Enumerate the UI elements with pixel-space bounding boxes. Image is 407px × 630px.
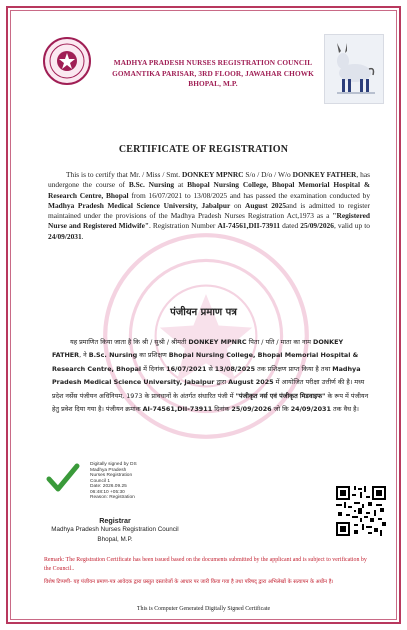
council-name: MADHYA PRADESH NURSES REGISTRATION COUNCIL: [113, 58, 313, 67]
registrar-org: Madhya Pradesh Nurses Registration Council: [51, 526, 179, 533]
university-name: Madhya Pradesh Medical Science University, Jabalpur: [48, 200, 231, 210]
council-header: [98, 58, 328, 90]
council-logo: [42, 36, 92, 86]
qr-code: [336, 486, 386, 536]
footer-note: This is Computer Generated Digitally Signed Certificate: [136, 606, 271, 612]
college-name: Bhopal Nursing College, Bhopal Memorial Hospital & Research Centre, Bhopal: [48, 180, 370, 200]
remark-note: Remark: The Registration Certificate has been issued based on the documents submitted by the applicant and is subject to verification by the Council..: [44, 557, 367, 572]
candidate-photo: [324, 34, 384, 104]
hindi-remark-note: विशेष टिप्पणी- यह पंजीयन प्रमाण-पत्र आवेदक द्वारा प्रस्तुत दस्तावेजों के आधार पर जारी किया गया है तथा परिषद् द्वारा अभिलेखों के सत्यापन के अधीन है।: [44, 579, 334, 585]
registrar-block: [30, 516, 200, 544]
hindi-certificate-text: यह प्रमाणित किया जाता है कि श्री / सुश्री / श्रीमती DONKEY MPNRC पिता / पति / माता का नाम DONKEY FATHER, ने B.Sc. Nursing का प्रशिक्षण Bhopal Nursing College, Bhopal Memorial Hospital & Research Centre, Bhopal में दिनांक 16/07/2021 से 13/08/2025 तक प्रशिक्षण प्राप्त किया है तथा Madhya Pradesh Medical Science University, Jabalpur द्वारा August 2025 में आयोजित परीक्षा उत्तीर्ण की है। मध्य प्रदेश नर्सेस पंजीयन अधिनियम, 1973 के प्रावधानों के अंतर्गत संधारित पंजी में "पंजीकृत नर्स एवं पंजीकृत मिडवाइफ" के रूप में पंजीयन हेतु प्रवेश दिया गया है। पंजीयन क्रमांक AI-74561,DII-73911 दिनांक 25/09/2026 जो कि 24/09/2031 तक वैध है।: [52, 338, 369, 414]
donkey-image: [325, 35, 383, 103]
hindi-title: पंजीयन प्रमाण पत्र: [170, 307, 237, 318]
candidate-name: DONKEY MPNRC: [181, 170, 244, 179]
digital-signature-info: Digitally signed by DS Madhya Pradesh Nurses Registration Council 1 Date: 2026.09.25 06:48:10 +05:30 Reason: Registration: [90, 462, 137, 500]
certificate-page: [6, 6, 401, 624]
signature-valid-check-icon: [46, 461, 80, 495]
father-name: DONKEY FATHER: [292, 170, 357, 179]
council-city: BHOPAL, M.P.: [188, 79, 238, 88]
registrar-place: Bhopal, M.P.: [97, 535, 133, 543]
registration-number: AI-74561,DII-73911: [217, 221, 281, 231]
certificate-title: CERTIFICATE OF REGISTRATION: [118, 144, 289, 155]
registrar-title: Registrar: [99, 516, 131, 525]
registration-category: "Registered Nurse and Registered Midwife": [48, 211, 370, 231]
council-address: GOMANTIKA PARISAR, 3RD FLOOR, JAWAHAR CHOWK: [112, 68, 314, 78]
course-name: B.Sc. Nursing: [128, 180, 175, 190]
english-certificate-text: This is to certify that Mr. / Miss / Smt. DONKEY MPNRC S/o / D/o / W/o DONKEY FATHER, has undergone the course of B.Sc. Nursing at Bhopal Nursing College, Bhopal Memorial Hospital & Research Centre, Bhopal from 16/07/2021 to 13/08/2025 and has passed the examination conducted by Madhya Pradesh Medical Science University, Jabalpur on August 2025and is admitted to register maintained under the provisions of the Madhya Pradesh Nurses Registration Act,1973 as a "Registered Nurse and Registered Midwife". Registration Number AI-74561,DII-73911 dated 25/09/2026, valid up to 24/09/2031.: [48, 170, 371, 241]
